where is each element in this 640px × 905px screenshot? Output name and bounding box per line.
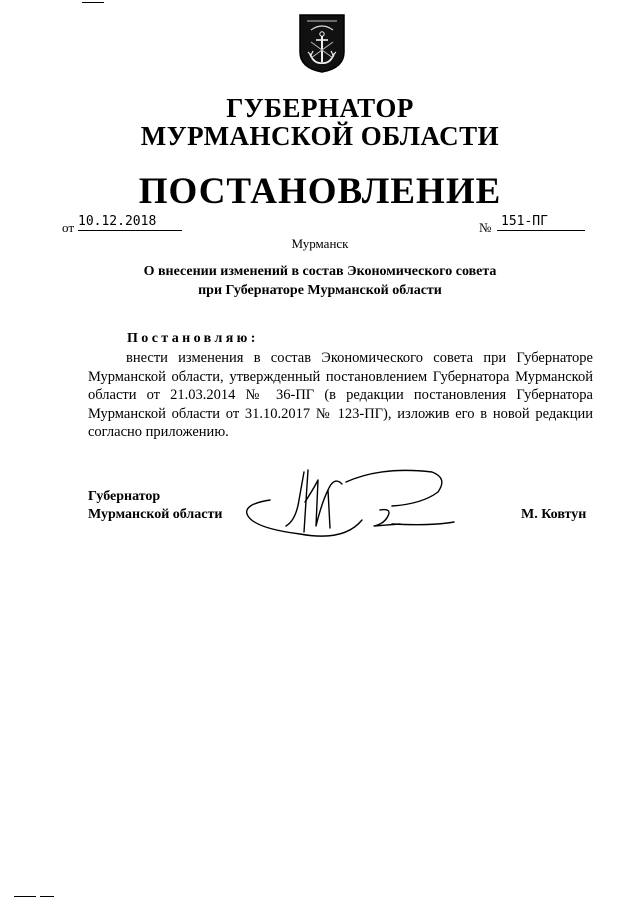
date-prefix: от	[62, 220, 75, 235]
signatory-position-line1: Губернатор	[88, 489, 161, 504]
murmansk-region-emblem-icon	[297, 12, 347, 74]
issue-city: Мурманск	[291, 236, 349, 251]
scan-artifact-line	[82, 2, 104, 3]
issuer-title-line2: МУРМАНСКОЙ ОБЛАСТИ	[140, 121, 500, 151]
document-type-heading: ПОСТАНОВЛЕНИЕ	[138, 171, 502, 212]
document-date: 10.12.2018	[78, 214, 182, 231]
signatory-name: М. Ковтун	[521, 507, 587, 522]
subject-line2: при Губернаторе Мурманской области	[198, 283, 442, 298]
scan-artifact-line	[14, 896, 36, 897]
body-paragraph: внести изменения в состав Экономического совета при Губернаторе Мурманской области, утвержденный постановлением Губернатора Мурманской области от 21.03.2014 № 36-ПГ (в редакции постановления Губернатора Мурманской области от 31.10.2017 № 123-ПГ), изложив его в новой редакции согласно приложению.	[88, 350, 593, 440]
scan-artifact-line	[40, 896, 54, 897]
issuer-title-line1: ГУБЕРНАТОР	[226, 93, 414, 123]
resolve-word: Постановляю:	[127, 331, 259, 346]
handwritten-signature	[242, 462, 462, 542]
number-prefix: №	[479, 220, 492, 235]
signatory-position-line2: Мурманской области	[88, 507, 223, 522]
subject-line1: О внесении изменений в состав Экономического совета	[143, 264, 497, 279]
document-number: 151-ПГ	[497, 214, 585, 231]
